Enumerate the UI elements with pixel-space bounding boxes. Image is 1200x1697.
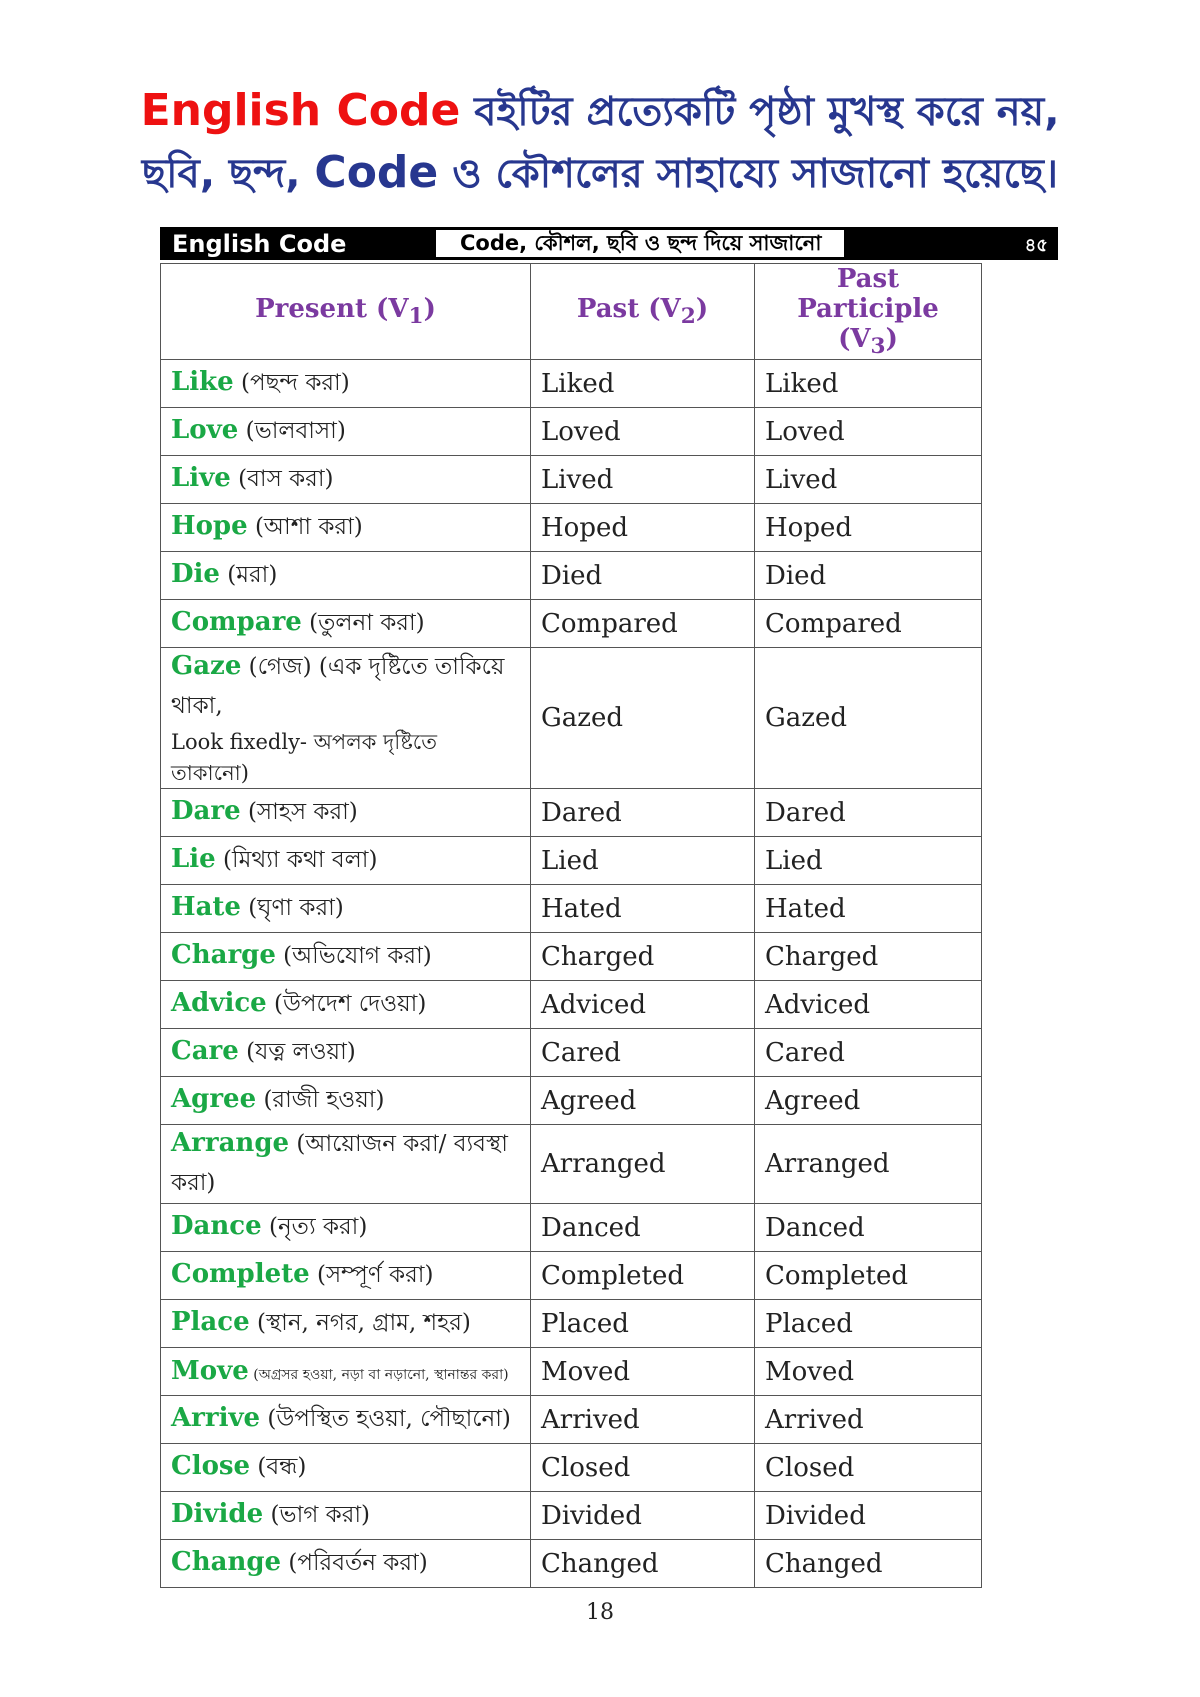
header-past-participle <box>755 264 982 360</box>
past-cell: Arranged <box>531 1125 755 1204</box>
header-sub: 2 <box>680 304 696 330</box>
verb-meaning: (বন্ধ) <box>250 1454 307 1481</box>
verb-meaning: (সম্পূর্ণ করা) <box>309 1262 434 1289</box>
verb-meaning: (আশা করা) <box>247 514 363 541</box>
present-cell <box>161 981 531 1029</box>
verb-meaning: (ভাগ করা) <box>263 1502 371 1529</box>
table-row <box>161 1396 982 1444</box>
past-participle-cell: Compared <box>755 600 982 648</box>
verb-meaning: (যত্ন লওয়া) <box>238 1039 356 1066</box>
table-row <box>161 1204 982 1252</box>
table-row <box>161 1540 982 1588</box>
table-row <box>161 600 982 648</box>
past-participle-cell: Adviced <box>755 981 982 1029</box>
verb-meaning: (ভালবাসা) <box>238 418 346 445</box>
past-cell: Compared <box>531 600 755 648</box>
table-header-row <box>161 264 982 360</box>
headline-bengali-2b: ও কৌশলের সাহায্যে সাজানো হয়েছে। <box>438 151 1059 197</box>
past-participle-cell: Lived <box>755 456 982 504</box>
verb-word: Care <box>171 1036 239 1067</box>
table-row <box>161 1444 982 1492</box>
verb-word: Dance <box>171 1211 262 1242</box>
past-cell: Agreed <box>531 1077 755 1125</box>
table-row <box>161 1252 982 1300</box>
past-participle-cell: Charged <box>755 933 982 981</box>
present-cell <box>161 837 531 885</box>
header-label: Past Participle (V <box>797 264 939 354</box>
table-row <box>161 1348 982 1396</box>
headline-bengali-1: বইটির প্রত্যেকটি পৃষ্ঠা মুখস্থ করে নয়, <box>460 89 1060 135</box>
table-row <box>161 504 982 552</box>
header-past <box>531 264 755 360</box>
past-participle-cell: Divided <box>755 1492 982 1540</box>
verb-word: Place <box>171 1307 250 1338</box>
verb-word: Like <box>171 367 234 398</box>
past-cell: Lied <box>531 837 755 885</box>
present-cell <box>161 1492 531 1540</box>
header-close: ) <box>423 294 436 324</box>
past-cell: Died <box>531 552 755 600</box>
verb-meaning-extra: Look fixedly- অপলক দৃষ্টিতে তাকানো) <box>171 730 437 786</box>
verb-meaning: (মরা) <box>219 562 278 589</box>
verb-meaning: (স্থান, নগর, গ্রাম, শহর) <box>249 1310 471 1337</box>
past-participle-cell: Danced <box>755 1204 982 1252</box>
table-row <box>161 552 982 600</box>
verb-word: Charge <box>171 940 276 971</box>
past-participle-cell: Lied <box>755 837 982 885</box>
past-cell: Liked <box>531 360 755 408</box>
past-participle-cell: Changed <box>755 1540 982 1588</box>
verb-meaning: (তুলনা করা) <box>301 610 425 637</box>
table-row <box>161 360 982 408</box>
past-participle-cell: Arrived <box>755 1396 982 1444</box>
verb-meaning: (ঘৃণা করা) <box>240 895 344 922</box>
headline-line-2 <box>0 142 1200 209</box>
header-sub: 1 <box>408 304 424 330</box>
past-cell: Adviced <box>531 981 755 1029</box>
verb-word: Love <box>171 415 239 446</box>
table-row <box>161 933 982 981</box>
header-bar-page: ৪৫ <box>1024 235 1048 256</box>
table-row <box>161 1300 982 1348</box>
header-present <box>161 264 531 360</box>
header-bar-title: English Code <box>172 230 347 258</box>
verb-meaning: (আয়োজন করা/ ব্যবস্থা করা) <box>171 1131 508 1197</box>
header-label: Present (V <box>255 294 409 324</box>
past-cell: Gazed <box>531 648 755 789</box>
present-cell <box>161 1125 531 1204</box>
verb-word: Hope <box>171 511 248 542</box>
past-participle-cell: Completed <box>755 1252 982 1300</box>
present-cell <box>161 1396 531 1444</box>
verb-meaning: (উপস্থিত হওয়া, পৌছানো) <box>260 1406 511 1433</box>
present-cell <box>161 1029 531 1077</box>
past-cell: Hated <box>531 885 755 933</box>
verb-meaning: (গেজ) (এক দৃষ্টিতে তাকিয়ে থাকা, <box>171 654 505 720</box>
verb-word: Die <box>171 559 220 590</box>
table-row <box>161 837 982 885</box>
verb-word: Advice <box>171 988 267 1019</box>
present-cell <box>161 1252 531 1300</box>
table-row <box>161 1125 982 1204</box>
headline-line-1 <box>0 80 1200 147</box>
past-cell: Changed <box>531 1540 755 1588</box>
past-cell: Cared <box>531 1029 755 1077</box>
header-sub: 3 <box>870 334 886 360</box>
past-participle-cell: Hoped <box>755 504 982 552</box>
present-cell <box>161 789 531 837</box>
verb-word: Arrive <box>171 1403 261 1434</box>
table-row <box>161 789 982 837</box>
past-cell: Lived <box>531 456 755 504</box>
present-cell <box>161 408 531 456</box>
past-cell: Hoped <box>531 504 755 552</box>
present-cell <box>161 1300 531 1348</box>
past-cell: Charged <box>531 933 755 981</box>
table-row <box>161 885 982 933</box>
table-row <box>161 1029 982 1077</box>
present-cell <box>161 933 531 981</box>
verb-word: Compare <box>171 607 302 638</box>
table-row <box>161 1077 982 1125</box>
headline-bengali-2a: ছবি, ছন্দ, <box>141 151 315 197</box>
past-participle-cell: Loved <box>755 408 982 456</box>
verb-word: Live <box>171 463 231 494</box>
verb-word: Close <box>171 1451 251 1482</box>
verb-meaning: (বাস করা) <box>230 466 334 493</box>
past-participle-cell: Liked <box>755 360 982 408</box>
table-row <box>161 648 982 789</box>
verb-word: Agree <box>171 1084 257 1115</box>
verb-meaning: (সাহস করা) <box>240 799 358 826</box>
verb-word: Change <box>171 1547 282 1578</box>
header-label: Past (V <box>576 294 681 324</box>
table-row <box>161 408 982 456</box>
past-cell: Moved <box>531 1348 755 1396</box>
present-cell <box>161 1444 531 1492</box>
table-row <box>161 981 982 1029</box>
verb-word: Hate <box>171 892 241 923</box>
verb-meaning: (নৃত্য করা) <box>261 1214 368 1241</box>
present-cell <box>161 360 531 408</box>
present-cell <box>161 600 531 648</box>
verb-meaning: (উপদেশ দেওয়া) <box>266 991 427 1018</box>
past-cell: Arrived <box>531 1396 755 1444</box>
verb-word: Divide <box>171 1499 264 1530</box>
past-participle-cell: Arranged <box>755 1125 982 1204</box>
header-close: ) <box>695 294 709 324</box>
verb-meaning: (রাজী হওয়া) <box>256 1087 385 1114</box>
verb-forms-table <box>160 263 982 1588</box>
past-cell: Danced <box>531 1204 755 1252</box>
past-participle-cell: Died <box>755 552 982 600</box>
verb-word: Move <box>171 1356 249 1387</box>
past-cell: Closed <box>531 1444 755 1492</box>
header-bar <box>160 227 1058 260</box>
past-participle-cell: Hated <box>755 885 982 933</box>
header-bar-subtitle: Code, কৌশল, ছবি ও ছন্দ দিয়ে সাজানো <box>436 230 844 257</box>
verb-word: Gaze <box>171 651 242 682</box>
past-participle-cell: Gazed <box>755 648 982 789</box>
present-cell <box>161 1204 531 1252</box>
present-cell <box>161 456 531 504</box>
page-number: 18 <box>586 1600 614 1625</box>
headline-code-word: Code <box>314 147 439 198</box>
present-cell <box>161 504 531 552</box>
header-close: ) <box>885 324 898 354</box>
past-cell: Loved <box>531 408 755 456</box>
present-cell <box>161 552 531 600</box>
verb-meaning: (অগ্রসর হওয়া, নড়া বা নড়ানো, স্থানান্তর করা) <box>248 1367 509 1384</box>
past-cell: Divided <box>531 1492 755 1540</box>
verb-meaning: (পছন্দ করা) <box>233 370 350 397</box>
verb-meaning: (পরিবর্তন করা) <box>281 1550 428 1577</box>
past-participle-cell: Closed <box>755 1444 982 1492</box>
past-participle-cell: Moved <box>755 1348 982 1396</box>
table-row <box>161 456 982 504</box>
past-participle-cell: Dared <box>755 789 982 837</box>
table-row <box>161 1492 982 1540</box>
present-cell <box>161 885 531 933</box>
headline-english-code: English Code <box>140 85 461 136</box>
past-participle-cell: Placed <box>755 1300 982 1348</box>
verb-word: Dare <box>171 796 241 827</box>
present-cell <box>161 648 531 789</box>
past-participle-cell: Agreed <box>755 1077 982 1125</box>
verb-meaning: (অভিযোগ করা) <box>275 943 432 970</box>
past-participle-cell: Cared <box>755 1029 982 1077</box>
present-cell <box>161 1540 531 1588</box>
present-cell <box>161 1077 531 1125</box>
verb-word: Arrange <box>171 1128 290 1159</box>
verb-meaning: (মিথ্যা কথা বলা) <box>215 847 378 874</box>
verb-word: Complete <box>171 1259 310 1290</box>
present-cell <box>161 1348 531 1396</box>
verb-word: Lie <box>171 844 216 875</box>
past-cell: Dared <box>531 789 755 837</box>
past-cell: Placed <box>531 1300 755 1348</box>
past-cell: Completed <box>531 1252 755 1300</box>
